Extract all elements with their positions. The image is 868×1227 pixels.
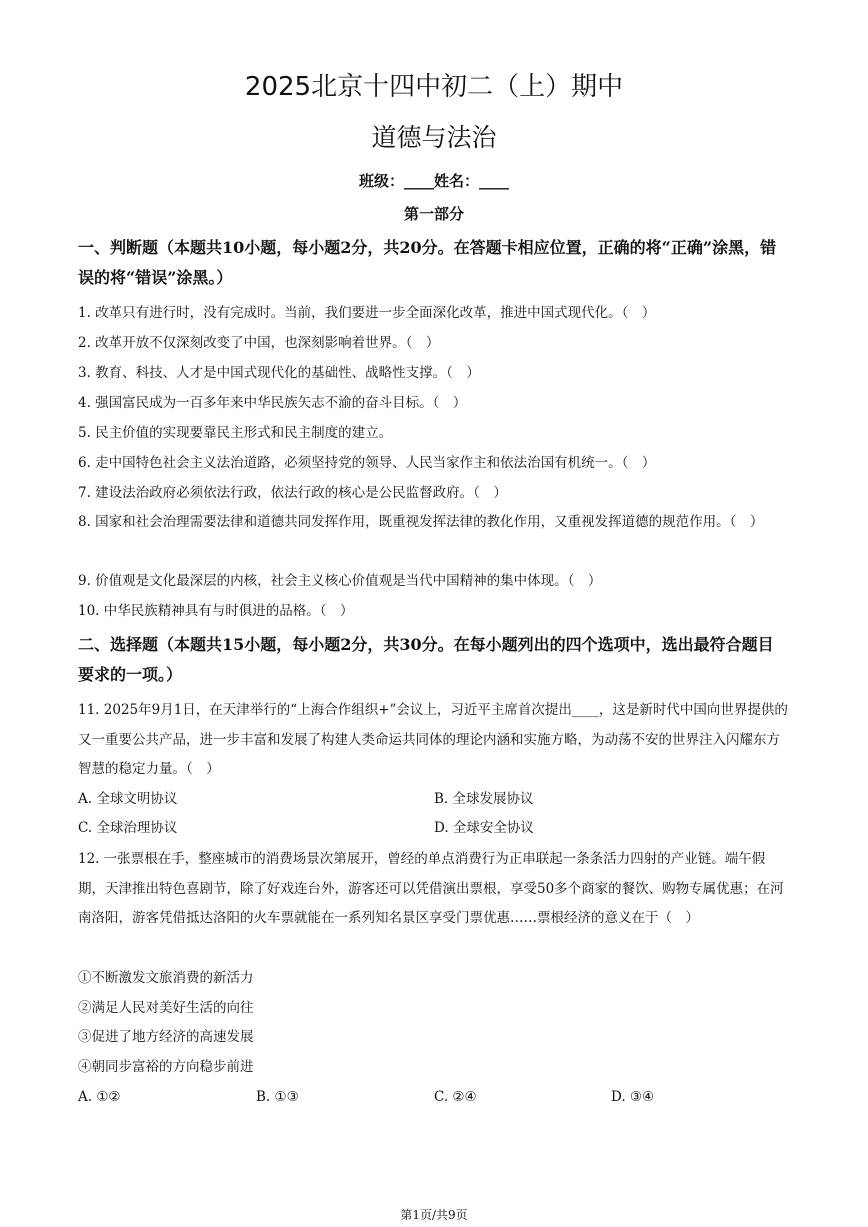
- tf-question-5: 5. 民主价值的实现要靠民主形式和民主制度的建立。: [78, 425, 393, 441]
- q12-choice-2: ②满足人民对美好生活的向往: [78, 1000, 254, 1016]
- part-heading: 第一部分: [403, 205, 464, 223]
- section2-heading: 二、选择题（本题共15小题，每小题2分，共30分。在每小题列出的四个选项中，选出最符合题目要求的一项。）: [78, 635, 774, 684]
- tf-question-9: 9. 价值观是文化最深层的内核，社会主义核心价值观是当代中国精神的集中体现。（ ）: [78, 573, 602, 589]
- q12-option-b: B. ①③: [256, 1089, 299, 1105]
- tf-question-10: 10. 中华民族精神具有与时俱进的品格。（ ）: [78, 603, 354, 619]
- q11-option-c: C. 全球治理协议: [78, 820, 178, 836]
- tf-question-2: 2. 改革开放不仅深刻改变了中国，也深刻影响着世界。（ ）: [78, 335, 440, 351]
- section1-heading: 一、判断题（本题共10小题，每小题2分，共20分。在答题卡相应位置，正确的将“正确”涂黑，错误的将“错误”涂黑。）: [78, 238, 777, 287]
- q12-choice-1: ①不断激发文旅消费的新活力: [78, 970, 254, 986]
- tf-question-7: 7. 建设法治政府必须依法行政，依法行政的核心是公民监督政府。（ ）: [78, 485, 507, 501]
- page-number: 第1页/共9页: [400, 1208, 468, 1222]
- tf-question-4: 4. 强国富民成为一百多年来中华民族矢志不渝的奋斗目标。（ ）: [78, 395, 467, 411]
- tf-question-8: 8. 国家和社会治理需要法律和道德共同发挥作用，既重视发挥法律的教化作用，又重视发挥道德的规范作用。（ ）: [78, 514, 764, 530]
- tf-question-6: 6. 走中国特色社会主义法治道路，必须坚持党的领导、人民当家作主和依法治国有机统一。（ ）: [78, 455, 656, 471]
- class-name-line: 班级：____姓名：____: [358, 172, 509, 190]
- mc-question-11-stem: 11. 2025年9月1日，在天津举行的“上海合作组织+”会议上，习近平主席首次提出____，这是新时代中国向世界提供的又一重要公共产品，进一步丰富和发展了构建人类命运共同体的理论内涵和实施方略，为动荡不安的世界注入闪耀东方智慧的稳定力量。（ ）: [78, 702, 788, 777]
- tf-question-1: 1. 改革只有进行时，没有完成时。当前，我们要进一步全面深化改革，推进中国式现代化。（ ）: [78, 305, 656, 321]
- q12-option-c: C. ②④: [434, 1089, 477, 1105]
- q12-option-d: D. ③④: [611, 1089, 655, 1105]
- q12-choice-4: ④朝同步富裕的方向稳步前进: [78, 1059, 254, 1075]
- mc-question-12-stem: 12. 一张票根在手，整座城市的消费场景次第展开，曾经的单点消费行为正串联起一条条活力四射的产业链。端午假期，天津推出特色喜剧节，除了好戏连台外，游客还可以凭借演出票根，享受50多个商家的餐饮、购物专属优惠；在河南洛阳，游客凭借抵达洛阳的火车票就能在一系列知名景区享受门票优惠……票根经济的意义在于（ ）: [78, 851, 784, 926]
- exam-title: 2025北京十四中初二（上）期中: [244, 72, 624, 102]
- q12-choice-3: ③促进了地方经济的高速发展: [78, 1029, 254, 1045]
- tf-question-3: 3. 教育、科技、人才是中国式现代化的基础性、战略性支撑。（ ）: [78, 365, 480, 381]
- q11-option-a: A. 全球文明协议: [78, 791, 178, 807]
- q11-option-d: D. 全球安全协议: [434, 820, 534, 836]
- q12-option-a: A. ①②: [78, 1089, 121, 1105]
- q11-option-b: B. 全球发展协议: [434, 791, 534, 807]
- subject-title: 道德与法治: [371, 123, 497, 152]
